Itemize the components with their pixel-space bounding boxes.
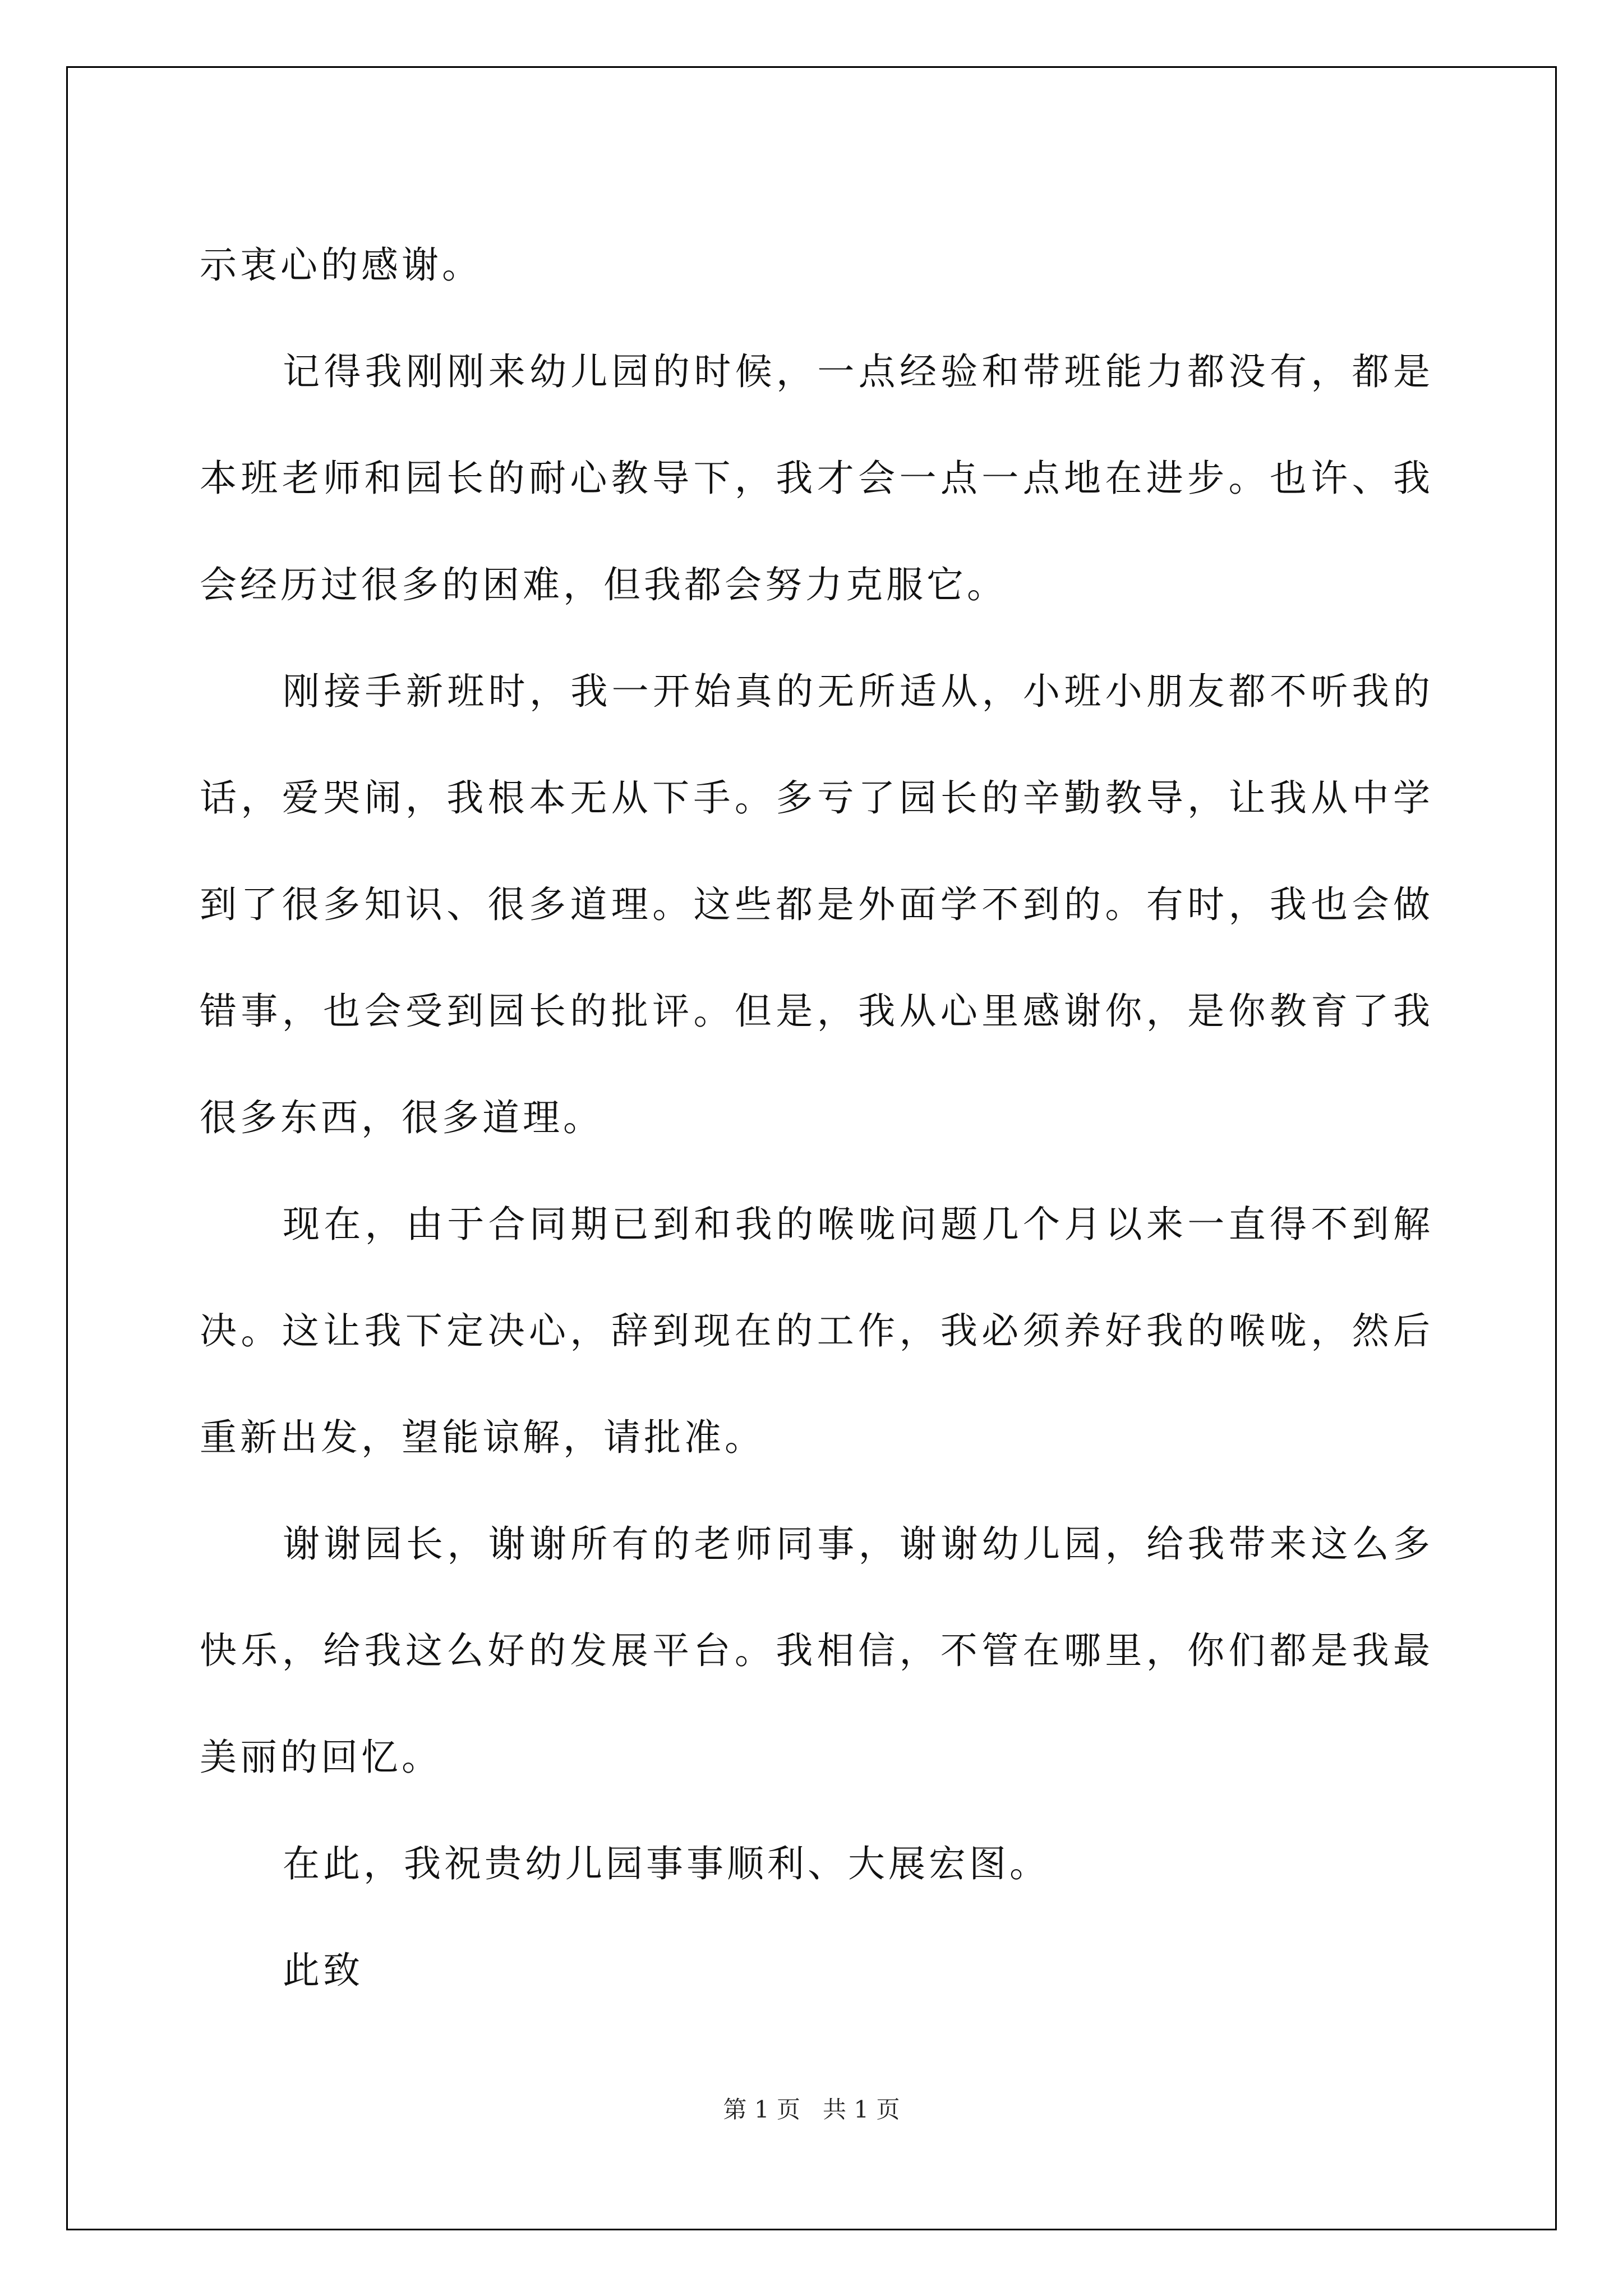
page-number-footer: 第 1 页 共 1 页 [723,2096,900,2123]
paragraph: 刚接手新班时，我一开始真的无所适从，小班小朋友都不听我的话，爱哭闹，我根本无从下手。多亏了园长的辛勤教导，让我从中学到了很多知识、很多道理。这些都是外面学不到的。有时，我也会做错事，也会受到园长的批评。但是，我从心里感谢你，是你教育了我很多东西，很多道理。 [200,670,1433,1139]
document-body [200,212,1433,2024]
paragraph: 此致 [283,1949,363,1992]
paragraph: 谢谢园长，谢谢所有的老师同事，谢谢幼儿园，给我带来这么多快乐，给我这么好的发展平台。我相信，不管在哪里，你们都是我最美丽的回忆。 [200,1522,1433,1779]
paragraph: 示衷心的感谢。 [200,243,482,287]
paragraph: 在此，我祝贵幼儿园事事顺利、大展宏图。 [283,1842,1050,1885]
paragraph: 现在，由于合同期已到和我的喉咙问题几个月以来一直得不到解决。这让我下定决心，辞到现在的工作，我必须养好我的喉咙，然后重新出发，望能谅解，请批准。 [200,1203,1433,1459]
paragraph: 记得我刚刚来幼儿园的时候，一点经验和带班能力都没有，都是本班老师和园长的耐心教导下，我才会一点一点地在进步。也许、我会经历过很多的困难，但我都会努力克服它。 [200,350,1433,606]
